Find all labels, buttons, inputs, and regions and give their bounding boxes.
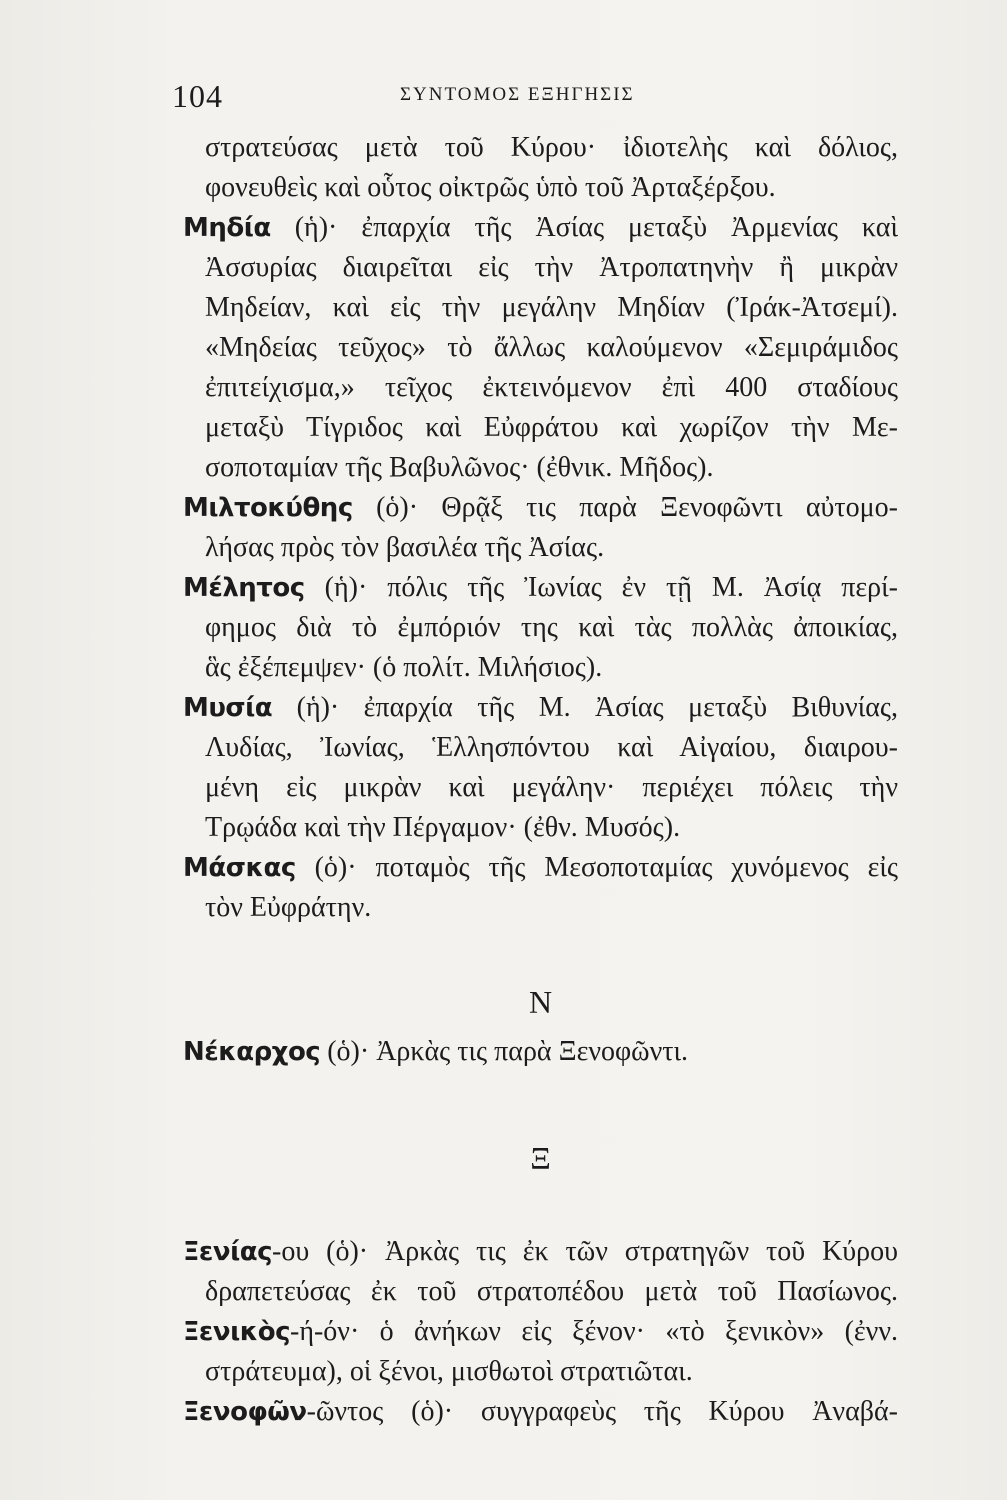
page-header (172, 78, 892, 114)
entry-nekarchos (183, 1032, 898, 1072)
entry-text: (ὁ)· Ἀρκὰς τις παρὰ Ξενοφῶντι. (327, 1036, 689, 1067)
text-line: «Μηδείας τεῦχος» τὸ ἄλλως καλούμενον «Σεμιράμιδος (205, 332, 898, 363)
entry-text: (ὁ)· ποταμὸς τῆς Μεσοποταμίας χυνόμενος εἰς (314, 852, 899, 883)
text-line: φημος διὰ τὸ ἐμπόριόν της καὶ τὰς πολλὰς ἀποικίας, (205, 612, 898, 643)
text-line: στράτευμα), οἱ ξένοι, μισθωτοὶ στρατιῶται. (205, 1356, 693, 1387)
entry-headword: Μυσία (183, 693, 273, 723)
text-line: λήσας πρὸς τὸν βασιλέα τῆς Ἀσίας. (205, 532, 605, 563)
entry-text: (ἡ)· πόλις τῆς Ἰωνίας ἐν τῇ Μ. Ἀσίᾳ περί- (324, 572, 898, 603)
section-letter-xi: Ξ (530, 1140, 551, 1176)
entry-medea (183, 208, 898, 248)
entry-headword: Μάσκας (183, 853, 296, 883)
entry-headword: Μιλτοκύθης (183, 493, 353, 523)
entry-text: -ή-όν· ὁ ἀνήκων εἰς ξένον· «τὸ ξενικὸν» (ἐνν. (290, 1316, 898, 1347)
entry-text: (ἡ)· ἐπαρχία τῆς Μ. Ἀσίας μεταξὺ Βιθυνίας, (296, 692, 898, 723)
entry-text: -ῶντος (ὁ)· συγγραφεὺς τῆς Κύρου Ἀναβά- (306, 1396, 898, 1427)
running-head: ΣΥΝΤΟΜΟΣ ΕΞΗΓΗΣΙΣ (400, 84, 635, 105)
text-line: φονευθεὶς καὶ οὗτος οἰκτρῶς ὑπὸ τοῦ Ἀρταξέρξου. (205, 172, 776, 203)
spacer (183, 1188, 898, 1232)
text-line: ἃς ἐξέπεμψεν· (ὁ πολίτ. Μιλήσιος). (205, 652, 603, 683)
section-letter-n: Ν (528, 984, 553, 1020)
entry-text: (ὁ)· Θρᾷξ τις παρὰ Ξενοφῶντι αὐτομο- (376, 492, 898, 523)
entry-xenias (183, 1232, 898, 1272)
entry-mysia (183, 688, 898, 728)
entry-headword: Μηδία (183, 213, 271, 243)
text-line: Τρῳάδα καὶ τὴν Πέργαμον· (ἐθν. Μυσός). (205, 812, 681, 843)
text-line: στρατεύσας μετὰ τοῦ Κύρου· ἰδιοτελὴς καὶ δόλιος, (205, 132, 898, 163)
text-line: Λυδίας, Ἰωνίας, Ἑλλησπόντου καὶ Αἰγαίου, διαιρου- (205, 732, 898, 763)
entry-miletos (183, 568, 898, 608)
entry-miltokythes (183, 488, 898, 528)
entry-text: -ου (ὁ)· Ἀρκὰς τις ἐκ τῶν στρατηγῶν τοῦ Κύρου (272, 1236, 898, 1267)
text-line: Μηδείαν, καὶ εἰς τὴν μεγάλην Μηδίαν (Ἰράκ-Ἀτσεμί). (205, 292, 898, 323)
entry-headword: Νέκαρχος (183, 1037, 321, 1067)
text-line: μεταξὺ Τίγριδος καὶ Εὐφράτου καὶ χωρίζον τὴν Με- (205, 412, 898, 443)
entry-xenophon (183, 1392, 898, 1432)
entry-text: (ἡ)· ἐπαρχία τῆς Ἀσίας μεταξὺ Ἀρμενίας καὶ (294, 212, 899, 243)
entry-headword: Ξενοφῶν (183, 1397, 307, 1427)
text-line: Ἀσσυρίας διαιρεῖται εἰς τὴν Ἀτροπατηνὴν ἢ μικρὰν (205, 252, 898, 283)
entry-maskas (183, 848, 898, 888)
page-number: 104 (172, 78, 223, 114)
spacer (183, 928, 898, 972)
entry-headword: Ξενικὸς (183, 1317, 290, 1347)
text-line: σοποταμίαν τῆς Βαβυλῶνος· (ἐθνικ. Μῆδος). (205, 452, 714, 483)
text-line: τὸν Εὐφράτην. (205, 892, 372, 923)
entry-headword: Ξενίας (183, 1237, 273, 1267)
spacer (183, 1072, 898, 1128)
text-line: μένη εἰς μικρὰν καὶ μεγάλην· περιέχει πόλεις τὴν (205, 772, 898, 803)
entry-xenikos (183, 1312, 898, 1352)
text-line: δραπετεύσας ἐκ τοῦ στρατοπέδου μετὰ τοῦ Πασίωνος. (205, 1276, 898, 1307)
glossary-text (183, 128, 898, 1432)
entry-headword: Μέλητος (183, 573, 305, 603)
text-line: ἐπιτείχισμα,» τεῖχος ἐκτεινόμενον ἐπὶ 400 σταδίους (205, 372, 898, 403)
